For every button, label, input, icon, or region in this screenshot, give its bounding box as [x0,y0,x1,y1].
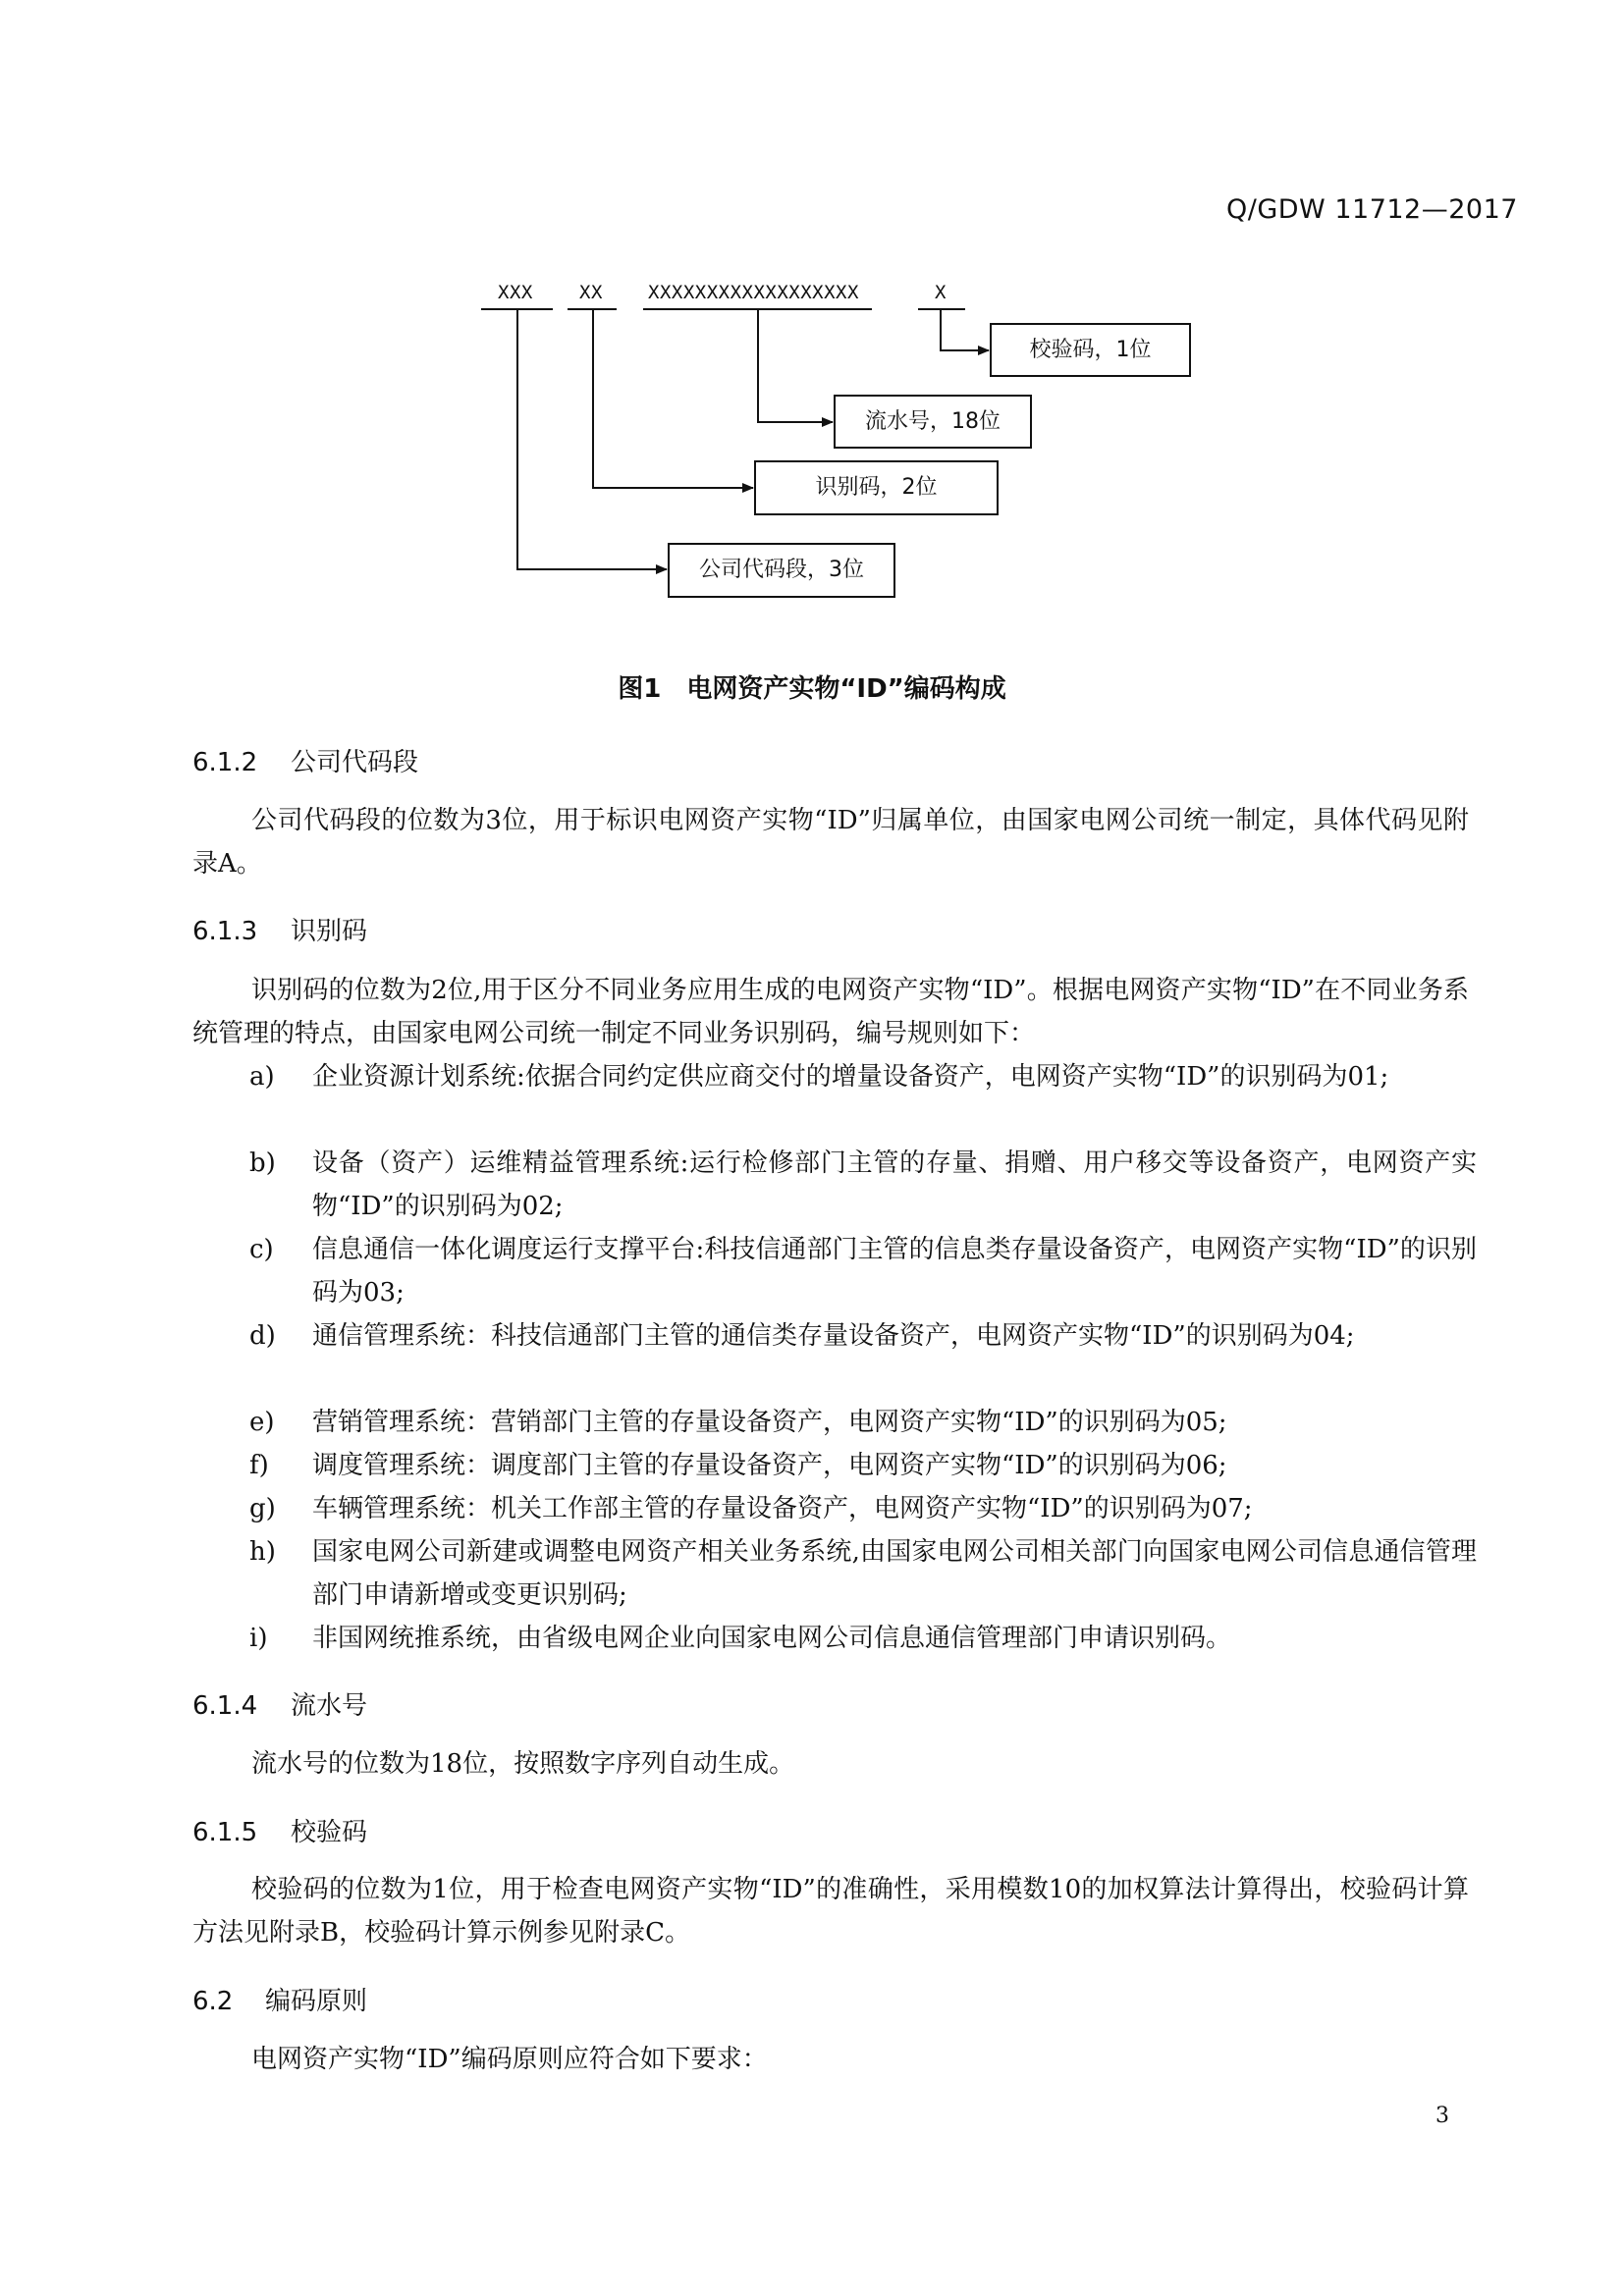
paragraph-text: 流水号的位数为18位，按照数字序列自动生成。 [251,1749,795,1779]
list-item-text: 营销管理系统：营销部门主管的存量设备资产，电网资产实物“ID”的识别码为05; [312,1408,1227,1437]
list-item-f [249,1444,1477,1487]
list-item-text: 设备（资产）运维精益管理系统:运行检修部门主管的存量、捐赠、用户移交等设备资产，电网资产实物“ID”的识别码为02; [312,1148,1477,1221]
box-identification-code-label: 识别码，2位 [815,475,938,500]
section-heading-6-1-2 [192,742,418,778]
list-marker: g) [249,1494,276,1523]
list-item-h [249,1530,1477,1617]
list-item-c [249,1228,1477,1314]
list-marker: f) [249,1451,269,1480]
box-check-digit-label: 校验码，1位 [1029,338,1152,362]
section-title: 编码原则 [265,1987,368,2016]
section-body-6-1-4 [192,1742,1469,1786]
standard-code: Q/GDW 11712—2017 [1226,194,1518,225]
connector-check-digit [941,309,989,350]
section-title: 校验码 [291,1818,368,1847]
list-item-text: 企业资源计划系统:依据合同约定供应商交付的增量设备资产，电网资产实物“ID”的识别码为01; [312,1062,1389,1092]
section-heading-6-1-3 [192,911,367,947]
section-body-6-1-5 [192,1868,1469,1954]
section-title: 流水号 [291,1691,368,1721]
paragraph-text: 校验码的位数为1位，用于检查电网资产实物“ID”的准确性，采用模数10的加权算法计算得出，校验码计算方法见附录B，校验码计算示例参见附录C。 [192,1875,1469,1948]
list-item-i [249,1617,1477,1660]
paragraph-text: 识别码的位数为2位,用于区分不同业务应用生成的电网资产实物“ID”。根据电网资产实物“ID”在不同业务系统管理的特点，由国家电网公司统一制定不同业务识别码，编号规则如下： [192,976,1469,1048]
section-body-6-1-3 [192,969,1469,1055]
list-item-text: 非国网统推系统，由省级电网企业向国家电网公司信息通信管理部门申请识别码。 [312,1624,1232,1653]
section-heading-6-2 [192,1981,367,2017]
list-marker: a) [249,1062,275,1092]
list-item-text: 信息通信一体化调度运行支撑平台:科技信通部门主管的信息类存量设备资产，电网资产实物“ID”的识别码为03; [312,1235,1477,1308]
segment-company-label: XXX [498,282,533,303]
segment-serial-label: XXXXXXXXXXXXXXXXXX [648,282,859,303]
box-serial-number-label: 流水号，18位 [865,409,1001,434]
list-item-text: 调度管理系统：调度部门主管的存量设备资产，电网资产实物“ID”的识别码为06; [312,1451,1227,1480]
section-heading-6-1-5 [192,1812,367,1848]
list-item-b [249,1142,1477,1228]
list-marker: c) [249,1235,274,1264]
paragraph-text: 电网资产实物“ID”编码原则应符合如下要求： [251,2045,768,2074]
section-body-6-2 [192,2038,1469,2081]
paragraph-text: 公司代码段的位数为3位，用于标识电网资产实物“ID”归属单位，由国家电网公司统一制定，具体代码见附录A。 [192,806,1469,879]
connector-serial-number [758,309,833,422]
section-body-6-1-2 [192,799,1469,885]
box-company-code-label: 公司代码段，3位 [699,558,864,582]
section-number: 6.1.3 [192,917,258,946]
section-number: 6.1.5 [192,1818,258,1847]
list-marker: i) [249,1624,268,1653]
segment-check-label: X [935,282,947,303]
figure-caption: 图1 电网资产实物“ID”编码构成 [618,674,1006,704]
section-title: 识别码 [291,917,368,946]
section-number: 6.2 [192,1987,234,2016]
list-marker: b) [249,1148,276,1178]
list-marker: e) [249,1408,275,1437]
list-item-g [249,1487,1477,1530]
section-title: 公司代码段 [291,748,419,777]
list-item-e [249,1401,1477,1444]
connector-identification-code [593,309,753,488]
section-number: 6.1.2 [192,748,258,777]
section-heading-6-1-4 [192,1685,367,1722]
list-marker: d) [249,1321,276,1351]
list-item-d [249,1314,1477,1358]
list-marker: h) [249,1537,276,1567]
segment-identification-label: XX [579,282,603,303]
list-item-a [249,1055,1477,1098]
list-item-text: 国家电网公司新建或调整电网资产相关业务系统,由国家电网公司相关部门向国家电网公司信息通信管理部门申请新增或变更识别码; [312,1537,1477,1610]
section-number: 6.1.4 [192,1691,258,1721]
page-number: 3 [1435,2104,1449,2128]
list-item-text: 车辆管理系统：机关工作部主管的存量设备资产，电网资产实物“ID”的识别码为07; [312,1494,1253,1523]
list-item-text: 通信管理系统：科技信通部门主管的通信类存量设备资产，电网资产实物“ID”的识别码为04; [312,1321,1355,1351]
